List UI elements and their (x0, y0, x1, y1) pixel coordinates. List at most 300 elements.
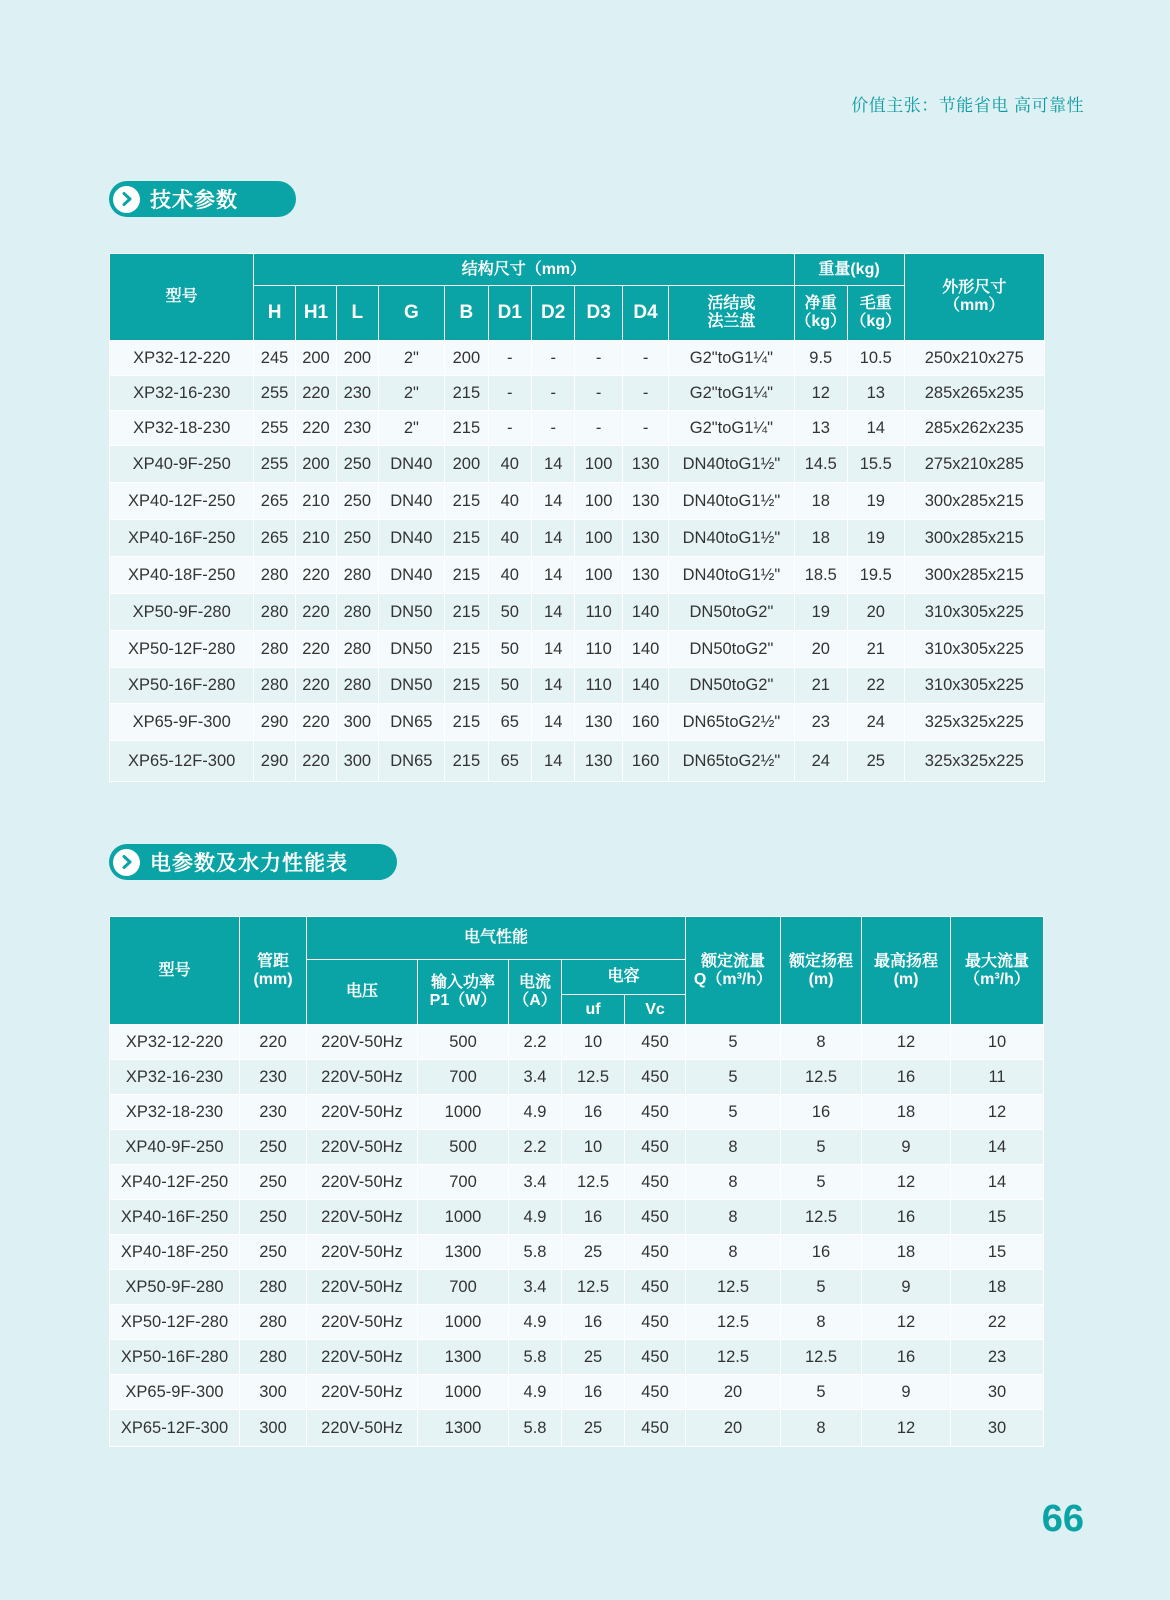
table-cell: 12.5 (781, 1340, 862, 1375)
table-cell: 18 (794, 483, 848, 520)
table-cell: 16 (862, 1340, 951, 1375)
table-cell: 250 (240, 1200, 307, 1235)
tech-params-table (109, 253, 1045, 782)
table-cell: 2" (378, 341, 445, 376)
table-cell: G2"toG1¼" (669, 411, 794, 446)
table-cell: 12 (951, 1095, 1044, 1130)
table-cell: 220V-50Hz (307, 1410, 418, 1447)
table-cell: XP65-12F-300 (110, 1410, 240, 1447)
table-cell: 280 (337, 557, 378, 594)
table-cell: XP50-12F-280 (110, 1305, 240, 1340)
table-cell: XP32-12-220 (110, 1025, 240, 1060)
col-header-max-flow: 最大流量 （m³/h） (951, 917, 1044, 1025)
table-cell: 10 (562, 1130, 625, 1165)
table-cell: 5 (781, 1165, 862, 1200)
section-heading-tech (109, 181, 296, 217)
col-header-outer-size: 外形尺寸 （mm） (904, 254, 1044, 341)
table-cell: 100 (575, 557, 622, 594)
table-cell: 200 (337, 341, 378, 376)
table-cell: 12 (862, 1410, 951, 1447)
section-heading-elec (109, 844, 397, 880)
table-cell: 20 (686, 1410, 781, 1447)
table-cell: 130 (622, 446, 668, 483)
table-cell: 300 (240, 1375, 307, 1410)
col-header-capacitor: 电容 (562, 960, 686, 995)
table-cell: 25 (562, 1340, 625, 1375)
col-header-current: 电流 （A） (509, 960, 562, 1025)
table-cell: 65 (488, 741, 531, 782)
table-cell: 110 (575, 631, 622, 668)
table-cell: 25 (562, 1410, 625, 1447)
table-cell: - (488, 411, 531, 446)
table-cell: 310x305x225 (904, 594, 1044, 631)
table-row (110, 1165, 1044, 1200)
table-cell: 19 (848, 520, 905, 557)
table-cell: 310x305x225 (904, 668, 1044, 704)
table-cell: XP65-9F-300 (110, 704, 254, 741)
table-cell: 1300 (418, 1235, 509, 1270)
table-row (110, 1375, 1044, 1410)
table-cell: 5 (686, 1025, 781, 1060)
table-cell: 40 (488, 446, 531, 483)
section-title: 技术参数 (150, 189, 238, 212)
table-cell: 24 (848, 704, 905, 741)
page-number: 66 (1041, 1498, 1084, 1540)
table-cell: 220V-50Hz (307, 1270, 418, 1305)
table-cell: 100 (575, 483, 622, 520)
table-cell: 14 (951, 1130, 1044, 1165)
table-cell: 3.4 (509, 1165, 562, 1200)
table-cell: DN65 (378, 741, 445, 782)
tagline: 价值主张：节能省电 高可靠性 (851, 96, 1084, 115)
table-cell: 250 (240, 1130, 307, 1165)
table-cell: 280 (240, 1340, 307, 1375)
table-cell: - (575, 376, 622, 411)
table-cell: DN50toG2" (669, 631, 794, 668)
col-header-max-head: 最高扬程 (m) (862, 917, 951, 1025)
table-cell: DN40toG1½" (669, 520, 794, 557)
table-cell: 14 (532, 520, 575, 557)
table-cell: 19 (794, 594, 848, 631)
table-row (110, 594, 1045, 631)
table-cell: 300x285x215 (904, 520, 1044, 557)
col-header-structure: 结构尺寸（mm） (254, 254, 794, 286)
table-cell: XP50-9F-280 (110, 594, 254, 631)
table-cell: 220V-50Hz (307, 1095, 418, 1130)
table-cell: 18 (862, 1235, 951, 1270)
table-cell: DN40toG1½" (669, 446, 794, 483)
table-cell: 450 (625, 1165, 686, 1200)
table-cell: 255 (254, 411, 295, 446)
col-header-dim: D1 (488, 286, 531, 341)
table-cell: 230 (337, 411, 378, 446)
table-cell: 215 (445, 483, 488, 520)
table-cell: 160 (622, 741, 668, 782)
table-row (110, 1410, 1044, 1447)
table-cell: 12.5 (686, 1340, 781, 1375)
table-cell: 290 (254, 741, 295, 782)
col-header-rated-flow: 额定流量 Q（m³/h） (686, 917, 781, 1025)
table-cell: 5 (781, 1130, 862, 1165)
table-cell: 2.2 (509, 1130, 562, 1165)
table-cell: 50 (488, 668, 531, 704)
table-cell: 12 (862, 1305, 951, 1340)
table-cell: 1000 (418, 1095, 509, 1130)
section-title: 电参数及水力性能表 (150, 852, 348, 875)
table-cell: 14.5 (794, 446, 848, 483)
table-cell: XP65-12F-300 (110, 741, 254, 782)
table-cell: 10 (562, 1025, 625, 1060)
table-row (110, 1130, 1044, 1165)
table-cell: 18.5 (794, 557, 848, 594)
table-cell: 280 (254, 668, 295, 704)
table-cell: 220V-50Hz (307, 1305, 418, 1340)
table-cell: 25 (562, 1235, 625, 1270)
table-cell: XP50-16F-280 (110, 668, 254, 704)
table-cell: 9 (862, 1375, 951, 1410)
table-row (110, 483, 1045, 520)
table-cell: 8 (781, 1025, 862, 1060)
col-header-voltage: 电压 (307, 960, 418, 1025)
table-cell: DN40toG1½" (669, 557, 794, 594)
table-cell: 215 (445, 376, 488, 411)
table-cell: 25 (848, 741, 905, 782)
table-cell: 250 (240, 1165, 307, 1200)
table-cell: 450 (625, 1025, 686, 1060)
table-cell: 290 (254, 704, 295, 741)
table-cell: 15.5 (848, 446, 905, 483)
col-header-dim: L (337, 286, 378, 341)
table-cell: 250x210x275 (904, 341, 1044, 376)
table-cell: 300 (337, 741, 378, 782)
table-cell: 250 (240, 1235, 307, 1270)
table-cell: 30 (951, 1410, 1044, 1447)
table-cell: 50 (488, 594, 531, 631)
table-cell: 280 (337, 668, 378, 704)
col-header-dim: 活结或 法兰盘 (669, 286, 794, 341)
table-cell: DN50 (378, 668, 445, 704)
table-cell: XP40-9F-250 (110, 1130, 240, 1165)
table-cell: 16 (781, 1235, 862, 1270)
table-cell: 14 (532, 446, 575, 483)
table-cell: 220 (295, 631, 336, 668)
table-cell: 160 (622, 704, 668, 741)
table-cell: 14 (532, 594, 575, 631)
table-cell: 220 (295, 704, 336, 741)
table-cell: 11 (951, 1060, 1044, 1095)
table-cell: 20 (794, 631, 848, 668)
col-header-rated-head: 额定扬程 (m) (781, 917, 862, 1025)
col-header-model: 型号 (110, 254, 254, 341)
table-cell: 2" (378, 411, 445, 446)
table-cell: 450 (625, 1095, 686, 1130)
table-cell: XP50-16F-280 (110, 1340, 240, 1375)
table-cell: 140 (622, 631, 668, 668)
table-cell: 10.5 (848, 341, 905, 376)
table-row (110, 1095, 1044, 1130)
col-header-dim: H (254, 286, 295, 341)
table-cell: DN65 (378, 704, 445, 741)
table-cell: 23 (951, 1340, 1044, 1375)
table-cell: 14 (532, 483, 575, 520)
table-cell: 200 (295, 446, 336, 483)
table-cell: 16 (862, 1060, 951, 1095)
table-row (110, 668, 1045, 704)
table-cell: XP50-9F-280 (110, 1270, 240, 1305)
table-cell: - (622, 376, 668, 411)
table-cell: 215 (445, 520, 488, 557)
table-cell: 450 (625, 1060, 686, 1095)
table-cell: 215 (445, 411, 488, 446)
table-row (110, 704, 1045, 741)
col-header-weight-sub: 净重 （kg） (794, 286, 848, 341)
table-cell: XP40-12F-250 (110, 1165, 240, 1200)
table-cell: 12 (862, 1025, 951, 1060)
table-cell: 450 (625, 1130, 686, 1165)
table-cell: 24 (794, 741, 848, 782)
table-cell: 220 (295, 668, 336, 704)
table-cell: 450 (625, 1340, 686, 1375)
table-cell: 255 (254, 376, 295, 411)
table-cell: 130 (575, 704, 622, 741)
table-cell: 220V-50Hz (307, 1235, 418, 1270)
col-header-weight: 重量(kg) (794, 254, 904, 286)
table-cell: 1000 (418, 1200, 509, 1235)
table-cell: 18 (951, 1270, 1044, 1305)
table-cell: 280 (337, 631, 378, 668)
table-cell: 215 (445, 631, 488, 668)
table-cell: 2" (378, 376, 445, 411)
table-cell: 22 (848, 668, 905, 704)
table-row (110, 1025, 1044, 1060)
table-cell: 325x325x225 (904, 704, 1044, 741)
table-cell: 13 (848, 376, 905, 411)
table-cell: 3.4 (509, 1060, 562, 1095)
table-row (110, 631, 1045, 668)
table-cell: 3.4 (509, 1270, 562, 1305)
table-cell: DN50 (378, 594, 445, 631)
col-header-dim: B (445, 286, 488, 341)
col-header-weight-sub: 毛重 （kg） (848, 286, 905, 341)
table-row (110, 741, 1045, 782)
table-cell: 16 (562, 1375, 625, 1410)
table-row (110, 520, 1045, 557)
table-cell: DN65toG2½" (669, 704, 794, 741)
table-cell: 220V-50Hz (307, 1060, 418, 1095)
table-cell: 250 (337, 520, 378, 557)
table-cell: 700 (418, 1060, 509, 1095)
col-header-power: 输入功率 P1（W） (418, 960, 509, 1025)
table-cell: - (488, 341, 531, 376)
table-cell: 700 (418, 1270, 509, 1305)
table-cell: 230 (240, 1060, 307, 1095)
table-cell: 16 (862, 1200, 951, 1235)
table-cell: 16 (781, 1095, 862, 1130)
table-cell: 230 (337, 376, 378, 411)
table-row (110, 1235, 1044, 1270)
table-cell: 14 (532, 557, 575, 594)
table-cell: 14 (532, 741, 575, 782)
table-cell: 130 (575, 741, 622, 782)
table-cell: 220V-50Hz (307, 1340, 418, 1375)
table-cell: 30 (951, 1375, 1044, 1410)
table-cell: 280 (337, 594, 378, 631)
table-cell: 130 (622, 520, 668, 557)
table-cell: 12 (862, 1165, 951, 1200)
table-cell: 210 (295, 483, 336, 520)
table-cell: 215 (445, 741, 488, 782)
table-cell: 18 (862, 1095, 951, 1130)
table-cell: 14 (532, 704, 575, 741)
table-cell: 40 (488, 520, 531, 557)
table-cell: 12.5 (686, 1305, 781, 1340)
table-cell: 200 (445, 341, 488, 376)
table-cell: 14 (532, 631, 575, 668)
table-cell: 16 (562, 1200, 625, 1235)
table-row (110, 557, 1045, 594)
table-cell: DN40 (378, 483, 445, 520)
table-cell: 285x265x235 (904, 376, 1044, 411)
table-cell: 12.5 (562, 1060, 625, 1095)
table-cell: 450 (625, 1200, 686, 1235)
table-cell: 1300 (418, 1340, 509, 1375)
table-cell: 110 (575, 668, 622, 704)
table-cell: - (488, 376, 531, 411)
table-cell: DN40 (378, 520, 445, 557)
table-cell: 1000 (418, 1375, 509, 1410)
table-cell: 5 (686, 1095, 781, 1130)
table-cell: 4.9 (509, 1200, 562, 1235)
table-cell: 8 (686, 1235, 781, 1270)
table-cell: XP65-9F-300 (110, 1375, 240, 1410)
table-row (110, 446, 1045, 483)
table-cell: 19 (848, 483, 905, 520)
table-cell: 130 (622, 483, 668, 520)
table-cell: 5.8 (509, 1235, 562, 1270)
table-cell: - (622, 341, 668, 376)
table-row (110, 1340, 1044, 1375)
col-header-electrical: 电气性能 (307, 917, 686, 960)
table-cell: 12.5 (562, 1165, 625, 1200)
table-cell: 255 (254, 446, 295, 483)
col-header-dim: G (378, 286, 445, 341)
table-row (110, 1270, 1044, 1305)
table-cell: XP32-16-230 (110, 1060, 240, 1095)
table-cell: 220V-50Hz (307, 1200, 418, 1235)
table-cell: 280 (254, 631, 295, 668)
table-row (110, 341, 1045, 376)
table-row (110, 376, 1045, 411)
table-cell: 4.9 (509, 1375, 562, 1410)
table-cell: 250 (337, 483, 378, 520)
table-cell: 14 (848, 411, 905, 446)
table-cell: 9.5 (794, 341, 848, 376)
col-header-uf: uf (562, 995, 625, 1025)
table-cell: DN65toG2½" (669, 741, 794, 782)
table-cell: 8 (686, 1200, 781, 1235)
table-cell: 4.9 (509, 1095, 562, 1130)
table-cell: 250 (337, 446, 378, 483)
table-cell: DN50toG2" (669, 668, 794, 704)
table-cell: 200 (445, 446, 488, 483)
table-cell: 280 (254, 557, 295, 594)
table-cell: 15 (951, 1200, 1044, 1235)
table-cell: 1300 (418, 1410, 509, 1447)
table-cell: 50 (488, 631, 531, 668)
table-cell: 215 (445, 594, 488, 631)
table-cell: XP40-18F-250 (110, 1235, 240, 1270)
table-cell: 12 (794, 376, 848, 411)
table-cell: 140 (622, 668, 668, 704)
table-cell: 220V-50Hz (307, 1375, 418, 1410)
table-cell: DN40 (378, 446, 445, 483)
table-cell: - (622, 411, 668, 446)
col-header-dim: D3 (575, 286, 622, 341)
table-cell: G2"toG1¼" (669, 376, 794, 411)
table-cell: 220 (295, 741, 336, 782)
table-cell: 230 (240, 1095, 307, 1130)
table-cell: 100 (575, 520, 622, 557)
table-cell: 310x305x225 (904, 631, 1044, 668)
col-header-dim: D4 (622, 286, 668, 341)
chevron-right-circle-icon (113, 849, 140, 876)
table-cell: 200 (295, 341, 336, 376)
col-header-vc: Vc (625, 995, 686, 1025)
table-cell: 21 (794, 668, 848, 704)
col-header-pipe: 管距 (mm) (240, 917, 307, 1025)
table-cell: 220V-50Hz (307, 1025, 418, 1060)
table-cell: 1000 (418, 1305, 509, 1340)
table-cell: 280 (254, 594, 295, 631)
table-cell: 5 (781, 1270, 862, 1305)
table-cell: 285x262x235 (904, 411, 1044, 446)
table-cell: 10 (951, 1025, 1044, 1060)
table-row (110, 1305, 1044, 1340)
table-cell: DN50toG2" (669, 594, 794, 631)
table-cell: 16 (562, 1095, 625, 1130)
table-cell: 8 (686, 1130, 781, 1165)
table-cell: 280 (240, 1305, 307, 1340)
table-cell: XP32-18-230 (110, 411, 254, 446)
table-cell: 8 (686, 1165, 781, 1200)
table-cell: DN40 (378, 557, 445, 594)
table-cell: 5.8 (509, 1410, 562, 1447)
table-cell: 220V-50Hz (307, 1165, 418, 1200)
table-cell: 220 (240, 1025, 307, 1060)
table-cell: 450 (625, 1410, 686, 1447)
table-cell: 300x285x215 (904, 483, 1044, 520)
table-cell: 500 (418, 1130, 509, 1165)
table-cell: 450 (625, 1305, 686, 1340)
table-cell: 5 (781, 1375, 862, 1410)
table-cell: 100 (575, 446, 622, 483)
table-cell: 16 (562, 1305, 625, 1340)
table-cell: 300 (337, 704, 378, 741)
table-cell: - (532, 341, 575, 376)
table-row (110, 1200, 1044, 1235)
table-cell: 18 (794, 520, 848, 557)
table-cell: - (532, 376, 575, 411)
table-cell: 20 (686, 1375, 781, 1410)
table-cell: 265 (254, 483, 295, 520)
table-cell: 40 (488, 483, 531, 520)
table-cell: 9 (862, 1270, 951, 1305)
table-cell: 23 (794, 704, 848, 741)
col-header-dim: D2 (532, 286, 575, 341)
table-cell: 14 (951, 1165, 1044, 1200)
table-cell: 220 (295, 411, 336, 446)
table-cell: 220 (295, 594, 336, 631)
